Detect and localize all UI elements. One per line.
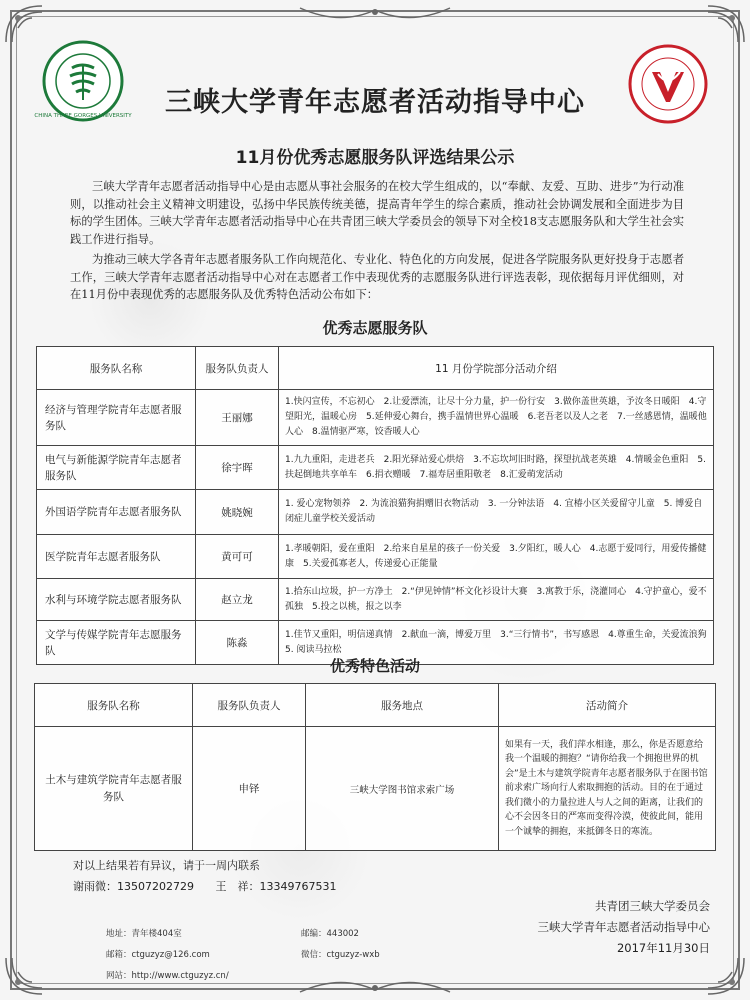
volunteer-center-logo-icon: [628, 44, 708, 124]
section-title-featured-activity: 优秀特色活动: [329, 657, 420, 675]
team-leader: 姚晓婉: [196, 490, 279, 535]
footer-wechat: 微信：ctguzyz-wxb: [301, 950, 380, 960]
column-header: 服务队负责人: [196, 347, 279, 390]
team-name: 经济与管理学院青年志愿者服务队: [37, 390, 196, 446]
column-header: 服务队名称: [35, 684, 193, 727]
activity-location: 三峡大学图书馆求索广场: [306, 727, 499, 851]
team-leader: 申铎: [193, 727, 306, 851]
signature-date: 2017年11月30日: [616, 941, 710, 955]
corner-ornament-icon: [706, 4, 746, 44]
column-header: 服务队名称: [37, 347, 196, 390]
team-name: 外国语学院青年志愿者服务队: [37, 490, 196, 535]
team-activities: 1.快闪宣传，不忘初心 2.让爱漂流，让尽十分力量，护一份行安 3.做你盖世英雄，予汝冬日暖阳 4.守望阳光，温暖心房 5.延伸爱心舞台，携手温情世界心温暖 6.老吾老以及人之老 7.一丝感恩情，温暖他人心 8.温情驱严寒，饺香暖人心: [279, 390, 714, 446]
svg-text:CHINA THREE GORGES UNIVERSITY: CHINA THREE GORGES UNIVERSITY: [34, 113, 132, 119]
university-logo-icon: [34, 40, 132, 122]
team-name: 土木与建筑学院青年志愿者服务队: [35, 727, 193, 851]
team-name: 水利与环境学院志愿者服务队: [37, 579, 196, 621]
footer-website: 网站：http://www.ctguzyz.cn/: [106, 971, 229, 981]
team-activities: 1.孝暖朝阳，爱在重阳 2.给来自星星的孩子一份关爱 3.夕阳红，暖人心 4.志愿于爱同行，用爱传播健康 5.关爱孤寡老人，传递爱心正能量: [279, 535, 714, 579]
intro-paragraph: 为推动三峡大学各青年志愿者服务队工作向规范化、专业化、特色化的方向发展，促进各学院服务队更好投身于志愿者工作，三峡大学青年志愿者活动指导中心对在志愿者工作中表现优秀的志愿服务队进行评选表彰，现依据每月评优细则，对在11月份中表现优秀的志愿服务队及优秀特色活动公布如下：: [70, 253, 684, 301]
column-header: 活动简介: [499, 684, 716, 727]
team-activities: 1.拾东山垃圾，护一方净土 2.“伊见钟情”杯文化衫设计大赛 3.寓教于乐，浇灌同心 4.守护童心，爱不孤独 5.投之以桃，报之以李: [279, 579, 714, 621]
column-header: 11 月份学院部分活动介绍: [279, 347, 714, 390]
team-leader: 陈淼: [196, 621, 279, 665]
footer-row: [106, 945, 496, 966]
page-title: 11月份优秀志愿服务队评选结果公示: [235, 148, 515, 168]
team-name: 电气与新能源学院青年志愿者服务队: [37, 446, 196, 490]
signature-block: [538, 896, 711, 959]
footer-postcode: 邮编：443002: [301, 929, 359, 939]
contact-person: 谢雨微：13507202729: [73, 880, 194, 893]
team-name: 医学院青年志愿者服务队: [37, 535, 196, 579]
contact-info: [73, 855, 354, 897]
contact-persons: [73, 876, 354, 897]
footer-email: 邮箱：ctguzyz@126.com: [106, 950, 210, 960]
team-leader: 徐宇晖: [196, 446, 279, 490]
intro-text: [70, 178, 684, 307]
section-title-excellent-teams: 优秀志愿服务队: [322, 319, 428, 337]
footer-row: [106, 924, 496, 945]
corner-ornament-icon: [706, 956, 746, 996]
team-leader: 赵立龙: [196, 579, 279, 621]
intro-paragraph: 三峡大学青年志愿者活动指导中心是由志愿从事社会服务的在校大学生组成的，以“奉献、友爱、互助、进步”为行动准则，以推动社会主义精神文明建设，弘扬中华民族传统美德，提高青年学生的综合素质，推动社会协调发展和全面进步为目标的学生团体。三峡大学青年志愿者活动指导中心在共青团三峡大学委员会的领导下对全校18支志愿服务队和大学生社会实践工作进行指导。: [70, 180, 684, 246]
team-activities: 1. 爱心宠物领养 2. 为流浪猫狗捐赠旧衣物活动 3. 一分钟法语 4. 宜椿小区关爱留守儿童 5. 博爱自闭症儿童学校关爱活动: [279, 490, 714, 535]
featured-activity-table: [34, 683, 716, 851]
column-header: 服务地点: [306, 684, 499, 727]
team-name: 文学与传媒学院青年志愿服务队: [37, 621, 196, 665]
corner-ornament-icon: [4, 4, 44, 44]
org-title: 三峡大学青年志愿者活动指导中心: [165, 87, 585, 118]
corner-ornament-icon: [4, 956, 44, 996]
table-row: [37, 535, 714, 579]
activity-description: 如果有一天，我们萍水相逢，那么，你是否愿意给我一个温暖的拥抱？“请你给我一个拥抱世界的机会”是土木与建筑学院青年志愿者服务队于在图书馆前求索广场向行人索取拥抱的活动。目的在于通过我们微小的力量拉进人与人之间的距离，让我们的心不会因冬日的严寒而变得冷漠，使彼此间，能用一个诚挚的拥抱，来抵御冬日的寒流。: [499, 727, 716, 851]
footer-info: [106, 924, 496, 987]
footer-row: [106, 966, 496, 987]
table-row: [37, 390, 714, 446]
signature-org: 三峡大学青年志愿者活动指导中心: [537, 920, 710, 934]
team-leader: 王丽娜: [196, 390, 279, 446]
team-activities: 1.九九重阳，走进老兵 2.阳光驿站爱心烘焙 3.不忘坎坷旧时路，探望抗战老英雄 4.情暖金色重阳 5.扶起倒地共享单车 6.捐衣赠暖 7.福寿居重阳敬老 8.汇爱萌宠活动: [279, 446, 714, 490]
column-header: 服务队负责人: [193, 684, 306, 727]
team-leader: 黄可可: [196, 535, 279, 579]
contact-notice: 对以上结果若有异议，请于一周内联系: [73, 859, 260, 872]
contact-person: 王 祥：13349767531: [215, 880, 337, 893]
signature-org: 共青团三峡大学委员会: [595, 899, 710, 913]
table-header-row: [37, 347, 714, 390]
top-ornament-icon: [300, 4, 450, 24]
table-row: [37, 579, 714, 621]
table-row: [35, 727, 716, 851]
table-row: [37, 446, 714, 490]
footer-address: 地址：青年楼404室: [106, 929, 182, 939]
table-header-row: [35, 684, 716, 727]
table-row: [37, 490, 714, 535]
excellent-teams-table: [36, 346, 714, 665]
team-activities: 1.佳节又重阳，明信递真情 2.献血一滴，博爱万里 3.“三行情书”，书写感恩 4.尊重生命，关爱流浪狗 5. 阅读马拉松: [279, 621, 714, 665]
